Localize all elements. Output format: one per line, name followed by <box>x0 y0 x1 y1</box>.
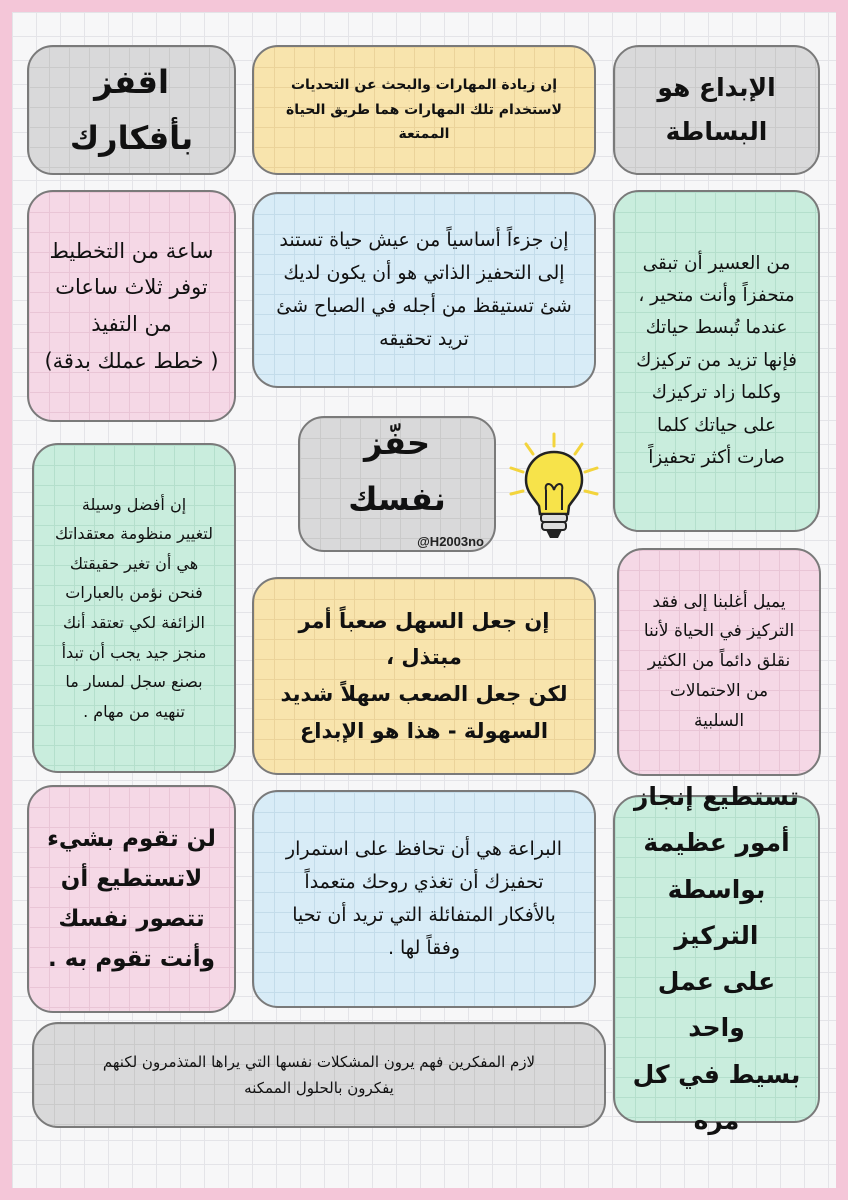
card-text: لن تقوم بشيء لاتستطيع أن تتصور نفسك وأنت تقوم به . <box>47 825 216 973</box>
card-text: إن جزءاً أساسياً من عيش حياة تستند إلى التحفيز الذاتي هو أن يكون لديك شئ تستيقظ من أجله في الصباح شئ تريد تحقيقه <box>276 228 572 351</box>
center-title: حفّز نفسك <box>348 423 446 518</box>
card-lose-focus <box>617 548 821 776</box>
card-brilliance <box>252 790 596 1008</box>
card-creativity-simplicity <box>613 45 820 175</box>
card-simplify-life <box>613 190 820 532</box>
card-self-motivation <box>252 192 596 388</box>
card-thinkers <box>32 1022 606 1128</box>
card-text: اقفز بأفكارك <box>69 63 194 157</box>
lightbulb-icon <box>506 430 602 548</box>
card-planning <box>27 190 236 422</box>
card-text: إن جعل السهل صعباً أمر مبتذل ، لكن جعل الصعب سهلاً شديد السهولة - هذا هو الإبداع <box>280 608 568 743</box>
card-change-beliefs <box>32 443 236 773</box>
card-text: يميل أغلبنا إلى فقد التركيز في الحياة لأننا نقلق دائماً من الكثير من الاحتمالات السلبية <box>643 591 795 731</box>
card-motivate-yourself <box>298 416 496 552</box>
card-text: إن زيادة المهارات والبحث عن التحديات لاستخدام تلك المهارات هما طريق الحياة الممتعة <box>286 77 562 143</box>
card-text: تستطيع إنجاز أمور عظيمة بواسطة التركيز على عمل واحد بسيط في كل مره <box>632 782 801 1135</box>
card-skills-challenges <box>252 45 596 175</box>
card-text: لازم المفكرين فهم يرون المشكلات نفسها التي يراها المتذمرون لكنهم يفكرون بالحلول الممكنه <box>102 1052 536 1097</box>
card-text: إن أفضل وسيلة لتغيير منظومة معتقداتك هي أن تغير حقيقتك فنحن نؤمن بالعبارات الزائفة لكي تعتقد أنك منجز جيد يجب أن تبدأ بصنع سجل لمسار ما تنهيه من مهام . <box>55 494 214 721</box>
author-handle: @H2003no <box>417 533 484 549</box>
card-text: ساعة من التخطيط توفر ثلاث ساعات من التفيذ ( خطط عملك بدقة) <box>44 238 219 373</box>
card-text: الإبداع هو البساطة <box>657 73 776 146</box>
card-easy-hard <box>252 577 596 775</box>
card-text: من العسير أن تبقى متحفزاً وأنت متحير ، عندما تُبسط حياتك فإنها تزيد من تركيزك وكلما زاد تركيزك على حياتك كلما صارت أكثر تحفيزاً <box>636 252 797 468</box>
card-text: البراعة هي أن تحافظ على استمرار تحفيزك أن تغذي روحك متعمداً بالأفكار المتفائلة التي تريد أن تحيا وفقاً لها . <box>285 837 563 960</box>
card-jump-ideas <box>27 45 236 175</box>
card-imagine-yourself <box>27 785 236 1013</box>
card-great-things <box>613 782 820 1135</box>
